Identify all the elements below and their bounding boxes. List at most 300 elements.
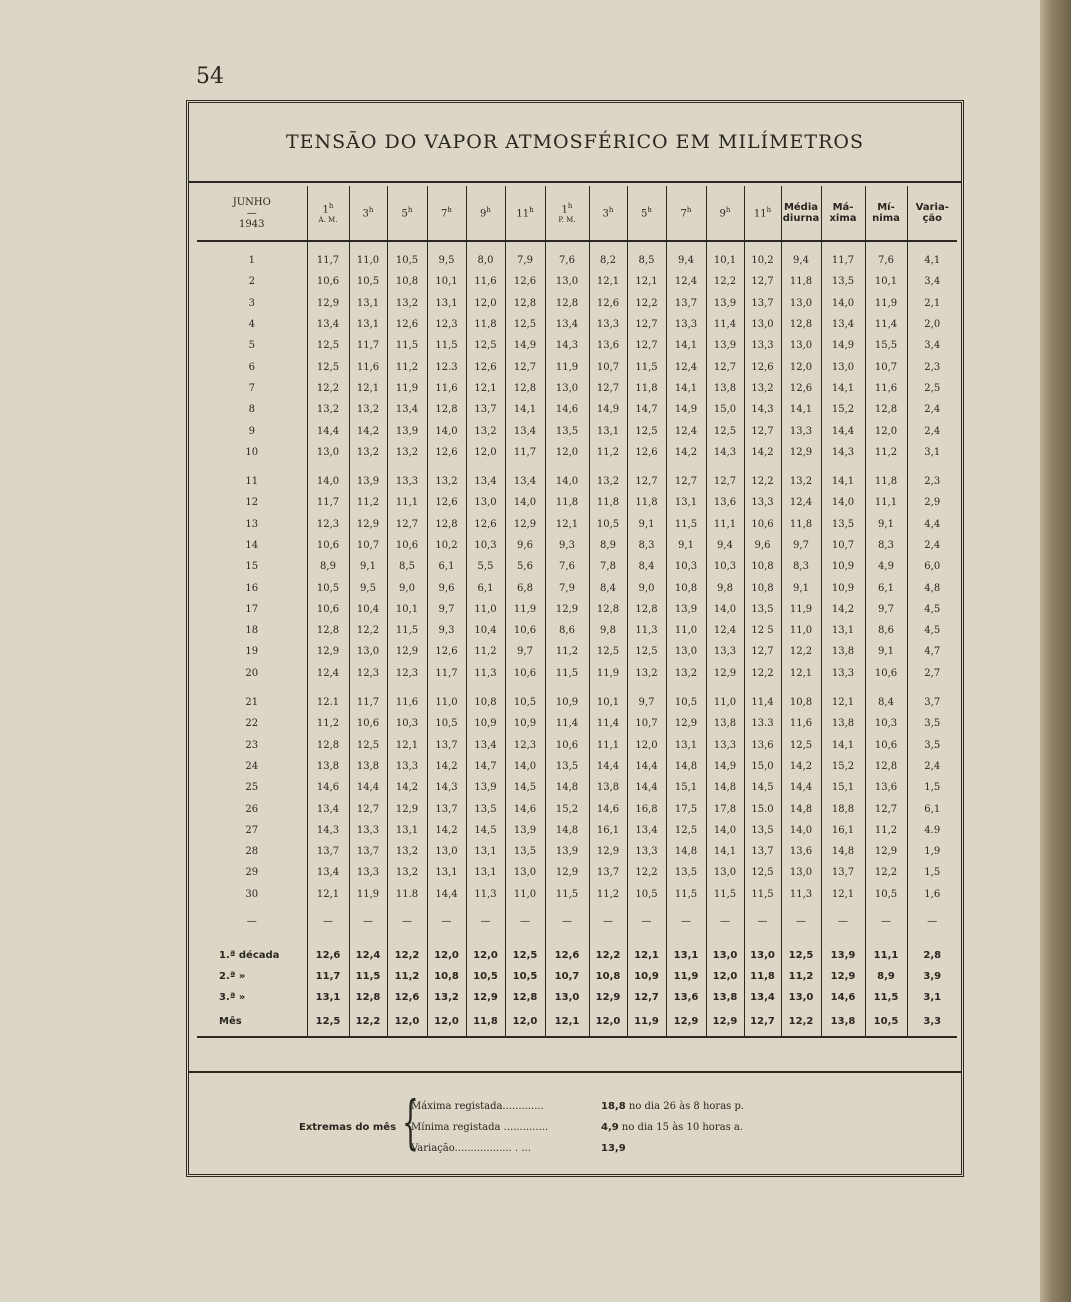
cell: 13,3 xyxy=(706,735,744,756)
cell: 12,0 xyxy=(505,1008,545,1037)
cell: 14,4 xyxy=(349,777,387,798)
cell: 13,7 xyxy=(466,399,505,420)
cell: 11.8 xyxy=(387,884,427,905)
row-label: 3 xyxy=(248,297,255,309)
cell: 12,6 xyxy=(589,293,627,314)
cell xyxy=(781,684,821,692)
table-row xyxy=(197,314,957,335)
cell: 12,6 xyxy=(545,945,589,966)
row-label: 1 xyxy=(248,255,255,267)
spacer-row xyxy=(197,684,957,692)
cell: 9,5 xyxy=(427,250,466,271)
cell: 12,1 xyxy=(781,663,821,684)
cell: 17,5 xyxy=(666,798,706,819)
hour-suffix: h xyxy=(407,206,413,215)
cell: 2,4 xyxy=(907,420,957,441)
cell: — xyxy=(387,913,427,931)
cell: 14,1 xyxy=(505,399,545,420)
cell: 3,1 xyxy=(907,442,957,463)
cell: 14,3 xyxy=(706,442,744,463)
month-header xyxy=(197,186,307,241)
cell: 16,1 xyxy=(821,820,865,841)
cell: 12,9 xyxy=(589,987,627,1008)
maxima-label: Má- xyxy=(832,202,854,213)
cell xyxy=(706,931,744,945)
cell: 18,8 xyxy=(821,798,865,819)
cell xyxy=(505,684,545,692)
media-label: Média xyxy=(783,202,819,213)
cell: 15,5 xyxy=(865,335,907,356)
cell: 14,1 xyxy=(706,841,744,862)
cell: 11,9 xyxy=(387,378,427,399)
summary-row xyxy=(197,945,957,966)
cell: 10,6 xyxy=(349,713,387,734)
cell: 4,4 xyxy=(907,514,957,535)
hour-label: 5 xyxy=(401,208,408,220)
cell: 13,9 xyxy=(666,599,706,620)
extreme-max-label: Máxima registada............. xyxy=(411,1101,544,1112)
cell xyxy=(427,241,466,250)
table-row xyxy=(197,620,957,641)
month-label: JUNHO xyxy=(232,196,271,208)
extreme-min xyxy=(411,1122,851,1138)
minima-label: Mí- xyxy=(877,202,895,213)
cell: 12,1 xyxy=(545,1008,589,1037)
cell: 13,0 xyxy=(545,271,589,292)
cell: 12,7 xyxy=(627,314,666,335)
hour-suffix: h xyxy=(608,206,614,215)
extremes-label: Extremas do mês xyxy=(299,1122,397,1133)
hour-suffix: h xyxy=(447,206,452,215)
cell: 13,2 xyxy=(387,293,427,314)
cell: 10,6 xyxy=(865,735,907,756)
cell xyxy=(744,684,781,692)
cell: 12,7 xyxy=(627,335,666,356)
cell: 12,9 xyxy=(307,293,349,314)
hour-label: 11 xyxy=(753,208,767,220)
cell: 12,6 xyxy=(427,641,466,662)
cell: 11,1 xyxy=(865,945,907,966)
cell: 12,5 xyxy=(627,420,666,441)
cell xyxy=(589,931,627,945)
cell: 14,8 xyxy=(545,820,589,841)
cell: 14,8 xyxy=(545,777,589,798)
cell: 11,9 xyxy=(781,599,821,620)
cell: 12,8 xyxy=(781,314,821,335)
cell: 14,4 xyxy=(589,756,627,777)
cell xyxy=(349,241,387,250)
cell: 12,0 xyxy=(589,1008,627,1037)
cell: 11,5 xyxy=(387,335,427,356)
cell: 13,5 xyxy=(821,271,865,292)
cell: 12,6 xyxy=(466,514,505,535)
cell: 13,0 xyxy=(744,945,781,966)
cell: 15,2 xyxy=(821,399,865,420)
cell: 10,9 xyxy=(505,713,545,734)
row-label xyxy=(197,905,307,913)
cell: 10,8 xyxy=(744,556,781,577)
cell: 10,5 xyxy=(505,966,545,987)
cell: 13,1 xyxy=(821,620,865,641)
table-row xyxy=(197,663,957,684)
cell: 12,2 xyxy=(589,945,627,966)
cell: 14,4 xyxy=(307,420,349,441)
cell: 12,2 xyxy=(781,1008,821,1037)
cell: 13,7 xyxy=(666,293,706,314)
cell: 12,5 xyxy=(505,945,545,966)
hour-header xyxy=(666,186,706,241)
cell: 12,7 xyxy=(706,356,744,377)
cell: 13,5 xyxy=(545,756,589,777)
cell: 12,1 xyxy=(627,945,666,966)
cell: 5,6 xyxy=(505,556,545,577)
cell: 3,9 xyxy=(907,966,957,987)
cell: 13,9 xyxy=(545,841,589,862)
cell: 12,2 xyxy=(349,1008,387,1037)
cell: 11,2 xyxy=(307,713,349,734)
cell: 10,8 xyxy=(466,692,505,713)
cell: 12,3 xyxy=(307,514,349,535)
cell: 12,7 xyxy=(744,641,781,662)
cell xyxy=(505,241,545,250)
cell: 13,4 xyxy=(744,987,781,1008)
cell: 14,7 xyxy=(627,399,666,420)
cell xyxy=(666,241,706,250)
hour-header xyxy=(545,186,589,241)
cell: 13,5 xyxy=(821,514,865,535)
cell: 8,5 xyxy=(627,250,666,271)
cell: 12,7 xyxy=(627,471,666,492)
cell: 14,6 xyxy=(589,798,627,819)
cell: 12,4 xyxy=(781,492,821,513)
cell: 1,5 xyxy=(907,777,957,798)
hour-header xyxy=(427,186,466,241)
cell: 13,2 xyxy=(781,471,821,492)
spacer-row xyxy=(197,905,957,913)
cell: 2,9 xyxy=(907,492,957,513)
hour-label: 1 xyxy=(561,204,568,216)
table-row xyxy=(197,798,957,819)
cell: 12,5 xyxy=(505,314,545,335)
cell: 13,2 xyxy=(666,663,706,684)
cell xyxy=(821,241,865,250)
cell: 12,9 xyxy=(821,966,865,987)
table-frame xyxy=(186,100,964,1177)
cell: 13,2 xyxy=(427,987,466,1008)
cell: 13,4 xyxy=(466,735,505,756)
cell: 10,6 xyxy=(387,535,427,556)
cell: 12,0 xyxy=(865,420,907,441)
page-title: TENSÃO DO VAPOR ATMOSFÉRICO EM MILÍMETROS xyxy=(286,131,864,153)
cell: 13,4 xyxy=(307,862,349,883)
hour-suffix: h xyxy=(686,206,692,215)
cell: 12,8 xyxy=(505,987,545,1008)
cell xyxy=(349,905,387,913)
cell: 12,5 xyxy=(781,945,821,966)
cell: 11,7 xyxy=(505,442,545,463)
cell: 12,8 xyxy=(627,599,666,620)
cell: 13,0 xyxy=(666,641,706,662)
cell: 10,5 xyxy=(427,713,466,734)
cell xyxy=(589,905,627,913)
cell: 4,9 xyxy=(865,556,907,577)
table-row xyxy=(197,577,957,598)
hour-header xyxy=(307,186,349,241)
cell: 14,0 xyxy=(505,756,545,777)
cell: 14,4 xyxy=(627,777,666,798)
cell: 14,2 xyxy=(821,599,865,620)
hour-header xyxy=(349,186,387,241)
cell xyxy=(307,241,349,250)
cell: 12,0 xyxy=(466,293,505,314)
cell: 8,5 xyxy=(387,556,427,577)
cell: 13,4 xyxy=(545,314,589,335)
cell: 12,5 xyxy=(706,420,744,441)
cell: 10,9 xyxy=(821,577,865,598)
cell: 11,5 xyxy=(865,987,907,1008)
cell: 10,8 xyxy=(781,692,821,713)
cell: 11,6 xyxy=(427,378,466,399)
cell: 14,5 xyxy=(505,777,545,798)
cell: 12,3 xyxy=(427,314,466,335)
cell: 11,7 xyxy=(349,692,387,713)
cell: 14,2 xyxy=(744,442,781,463)
cell: 10,9 xyxy=(545,692,589,713)
cell: 12,2 xyxy=(865,862,907,883)
cell: 11,4 xyxy=(865,314,907,335)
cell: 10,7 xyxy=(627,713,666,734)
cell: 12,7 xyxy=(589,378,627,399)
cell: 12,0 xyxy=(466,945,505,966)
cell: 8,2 xyxy=(589,250,627,271)
cell: 2,5 xyxy=(907,378,957,399)
cell: 3,4 xyxy=(907,335,957,356)
cell: 12,7 xyxy=(505,356,545,377)
cell: 11,0 xyxy=(781,620,821,641)
cell: — xyxy=(545,913,589,931)
cell xyxy=(865,905,907,913)
cell: 14,6 xyxy=(821,987,865,1008)
cell: 8,4 xyxy=(627,556,666,577)
cell: 14,0 xyxy=(545,471,589,492)
cell: 12,1 xyxy=(627,271,666,292)
cell: 11,2 xyxy=(865,820,907,841)
cell: 11,9 xyxy=(627,1008,666,1037)
cell: 6,1 xyxy=(907,798,957,819)
hour-header xyxy=(627,186,666,241)
cell: 11,2 xyxy=(545,641,589,662)
hour-label: 7 xyxy=(441,208,448,220)
cell: — xyxy=(865,913,907,931)
cell: 10,5 xyxy=(865,1008,907,1037)
cell: 9,7 xyxy=(781,535,821,556)
cell: 12,5 xyxy=(349,735,387,756)
hour-label: 9 xyxy=(719,208,726,220)
cell: 8,6 xyxy=(865,620,907,641)
cell: 13,0 xyxy=(545,378,589,399)
cell: 14,4 xyxy=(627,756,666,777)
cell: 13,1 xyxy=(307,987,349,1008)
row-label: 18 xyxy=(245,625,259,637)
table-row xyxy=(197,535,957,556)
cell: 8,3 xyxy=(865,535,907,556)
cell: 12,2 xyxy=(781,641,821,662)
cell: 14,5 xyxy=(744,777,781,798)
cell: 13,1 xyxy=(427,293,466,314)
cell: 10,3 xyxy=(706,556,744,577)
cell: 13,8 xyxy=(821,1008,865,1037)
period-label: P. M. xyxy=(558,215,576,224)
cell: 10,1 xyxy=(865,271,907,292)
cell: 12,6 xyxy=(387,987,427,1008)
cell: 12.1 xyxy=(307,692,349,713)
row-label: 26 xyxy=(245,803,259,815)
cell: 12,8 xyxy=(427,399,466,420)
cell: 11,8 xyxy=(466,314,505,335)
cell: 11,9 xyxy=(666,966,706,987)
cell: 9,0 xyxy=(387,577,427,598)
cell: 14,3 xyxy=(307,820,349,841)
cell: 12,9 xyxy=(666,713,706,734)
cell: 12,0 xyxy=(466,442,505,463)
cell: 13,8 xyxy=(706,713,744,734)
cell: 12,8 xyxy=(349,987,387,1008)
cell: 12,9 xyxy=(349,514,387,535)
page-number: 54 xyxy=(196,64,224,89)
cell: 1,6 xyxy=(907,884,957,905)
hour-suffix: h xyxy=(486,206,491,215)
cell: 12,7 xyxy=(865,798,907,819)
cell: 14,3 xyxy=(744,399,781,420)
row-label: 9 xyxy=(248,425,255,437)
cell xyxy=(387,241,427,250)
table-row xyxy=(197,820,957,841)
cell: 13,2 xyxy=(427,471,466,492)
cell: 10,5 xyxy=(627,884,666,905)
cell xyxy=(706,684,744,692)
row-label: 2 xyxy=(248,276,255,288)
cell: 11,0 xyxy=(466,599,505,620)
cell: 14,1 xyxy=(666,378,706,399)
cell: 12,9 xyxy=(466,987,505,1008)
hour-label: 9 xyxy=(480,208,487,220)
cell xyxy=(545,684,589,692)
cell xyxy=(744,905,781,913)
cell: 14,5 xyxy=(466,820,505,841)
extreme-min-label: Mínima registada .............. xyxy=(411,1122,549,1133)
cell: 8,3 xyxy=(781,556,821,577)
cell: 11,5 xyxy=(666,514,706,535)
cell: — xyxy=(744,913,781,931)
cell xyxy=(466,684,505,692)
cell: 12,3 xyxy=(349,663,387,684)
cell: 13,3 xyxy=(387,756,427,777)
cell: 12 5 xyxy=(744,620,781,641)
summary-row xyxy=(197,966,957,987)
cell xyxy=(387,684,427,692)
cell xyxy=(666,684,706,692)
cell: 13,2 xyxy=(466,420,505,441)
cell: 13,0 xyxy=(349,641,387,662)
row-label: 13 xyxy=(245,518,259,530)
month-dash: — xyxy=(246,207,257,219)
row-label: 23 xyxy=(245,739,259,751)
cell: 9,1 xyxy=(865,514,907,535)
cell: 11,1 xyxy=(706,514,744,535)
cell: 13,4 xyxy=(821,314,865,335)
cell: 9,4 xyxy=(666,250,706,271)
cell: 11,8 xyxy=(781,514,821,535)
cell: 14,4 xyxy=(781,777,821,798)
media-header xyxy=(781,186,821,241)
cell: 14,8 xyxy=(821,841,865,862)
cell: 13,8 xyxy=(706,987,744,1008)
cell: 14,9 xyxy=(505,335,545,356)
cell xyxy=(907,684,957,692)
cell: 10,8 xyxy=(666,577,706,598)
cell: 13,1 xyxy=(666,945,706,966)
cell: 10,8 xyxy=(744,577,781,598)
hour-label: 11 xyxy=(516,208,530,220)
extremes-block xyxy=(299,1088,859,1159)
cell: 12,5 xyxy=(627,641,666,662)
cell: 12,5 xyxy=(466,335,505,356)
maxima-label-2: xima xyxy=(829,213,857,224)
cell: 11,5 xyxy=(627,356,666,377)
cell: 10,5 xyxy=(349,271,387,292)
cell: 12,0 xyxy=(427,945,466,966)
hour-header xyxy=(505,186,545,241)
cell: 12,8 xyxy=(427,514,466,535)
cell: 13,4 xyxy=(505,471,545,492)
cell: 11,0 xyxy=(706,692,744,713)
cell xyxy=(666,905,706,913)
extreme-min-note: no dia 15 às 10 horas a. xyxy=(621,1122,744,1133)
cell: 13,7 xyxy=(307,841,349,862)
cell: — xyxy=(907,913,957,931)
cell: 4,8 xyxy=(907,577,957,598)
cell xyxy=(589,241,627,250)
cell: 12,0 xyxy=(545,442,589,463)
cell: 14,0 xyxy=(821,293,865,314)
cell: 10,7 xyxy=(865,356,907,377)
row-label: 19 xyxy=(245,646,259,658)
cell: 10,3 xyxy=(466,535,505,556)
cell: 14,1 xyxy=(666,335,706,356)
cell: 11,4 xyxy=(545,713,589,734)
hour-label: 1 xyxy=(322,204,329,216)
cell: 10,4 xyxy=(349,599,387,620)
cell: 2,7 xyxy=(907,663,957,684)
cell xyxy=(307,463,349,471)
cell: 12,9 xyxy=(865,841,907,862)
cell xyxy=(865,684,907,692)
table-row xyxy=(197,378,957,399)
cell: 14,1 xyxy=(821,735,865,756)
row-label: Mês xyxy=(197,1008,307,1037)
cell xyxy=(545,463,589,471)
cell: 15,2 xyxy=(821,756,865,777)
cell xyxy=(821,905,865,913)
row-label: 22 xyxy=(245,718,259,730)
row-label: 21 xyxy=(245,697,259,709)
hour-suffix: h xyxy=(725,206,731,215)
row-label: 15 xyxy=(245,561,259,573)
cell: 13,7 xyxy=(821,862,865,883)
hour-label: 3 xyxy=(602,208,609,220)
cell: 12,8 xyxy=(545,293,589,314)
year-label: 1943 xyxy=(239,218,265,230)
